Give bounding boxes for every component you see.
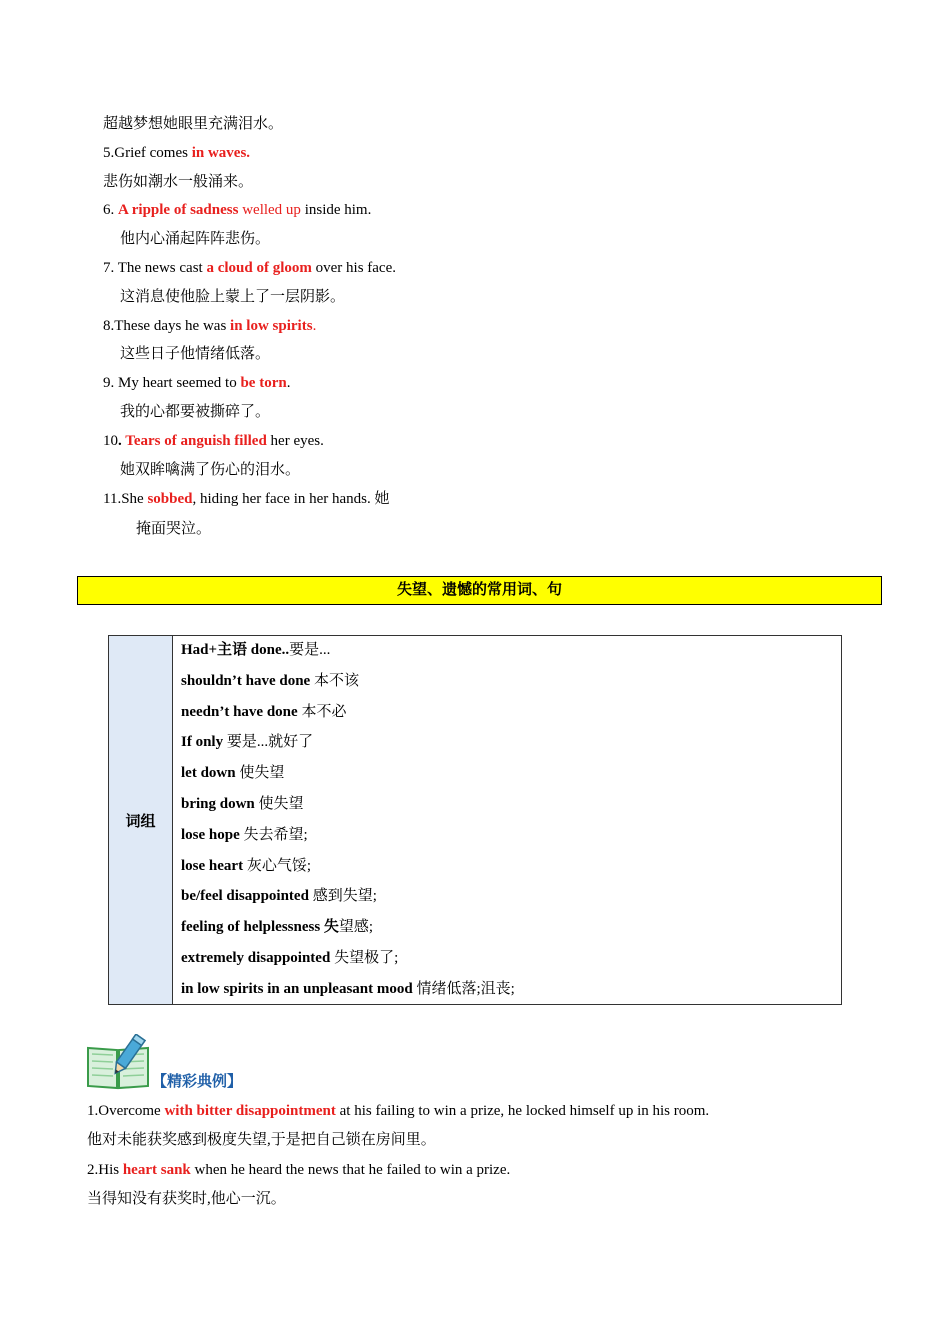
section-banner: 失望、遗憾的常用词、句 bbox=[77, 576, 882, 605]
vocab-meaning: 本不必 bbox=[297, 703, 347, 720]
vocab-phrase: feeling of helplessness 失 bbox=[181, 919, 339, 936]
example-10 bbox=[103, 431, 324, 451]
vocab-meaning: 失去希望; bbox=[239, 826, 308, 843]
example-text: 5.Grief comes bbox=[103, 145, 192, 161]
vocab-meaning: 要是... bbox=[289, 642, 331, 658]
highlight-punct: . bbox=[312, 318, 317, 334]
translation-7: 这消息使他脸上蒙上了一层阴影。 bbox=[120, 289, 346, 305]
vocab-phrase: extremely disappointed bbox=[181, 949, 331, 966]
vocab-phrase: Had+主语 done.. bbox=[181, 642, 290, 658]
vocab-row bbox=[181, 854, 841, 885]
vocab-meaning: 使失望 bbox=[254, 795, 304, 812]
highlight-phrase: heart sank bbox=[122, 1162, 191, 1178]
vocab-phrase: bring down bbox=[181, 795, 255, 812]
vocab-phrase: lose hope bbox=[181, 826, 240, 843]
vocab-meaning: 望感; bbox=[338, 919, 374, 936]
vocab-meaning: 感到失望; bbox=[308, 888, 377, 905]
example-5 bbox=[103, 143, 250, 163]
featured-example-1 bbox=[87, 1101, 709, 1121]
example-text: over his face. bbox=[311, 260, 397, 276]
vocab-meaning: 要是...就好了 bbox=[223, 734, 314, 751]
featured-example-2 bbox=[87, 1160, 510, 1180]
example-text: , hiding her face in her hands. 她 bbox=[192, 491, 390, 507]
example-text: 2.His bbox=[87, 1162, 123, 1178]
vocab-phrase: needn’t have done bbox=[181, 703, 298, 720]
vocab-phrase: If only bbox=[181, 734, 224, 751]
vocab-phrase: lose heart bbox=[181, 857, 244, 874]
example-8 bbox=[103, 316, 316, 336]
example-dot: . bbox=[118, 433, 122, 449]
translation-line: 超越梦想她眼里充满泪水。 bbox=[103, 116, 284, 132]
highlight-phrase-light: welled up bbox=[238, 202, 301, 218]
highlight-phrase: a cloud of gloom bbox=[206, 260, 312, 276]
example-number: 6. bbox=[103, 202, 118, 218]
vocab-row bbox=[181, 884, 841, 915]
example-text: 7. The news cast bbox=[103, 260, 207, 276]
translation-9: 我的心都要被撕碎了。 bbox=[120, 404, 271, 420]
example-text: her eyes. bbox=[266, 433, 324, 449]
vocab-phrase: be/feel disappointed bbox=[181, 888, 309, 905]
featured-examples-label: 【精彩典例】 bbox=[152, 1074, 243, 1090]
vocab-row bbox=[181, 915, 841, 946]
example-11 bbox=[103, 489, 390, 509]
vocab-list bbox=[173, 636, 841, 1004]
featured-translation-1: 他对未能获奖感到极度失望,于是把自己锁在房间里。 bbox=[87, 1132, 436, 1148]
vocab-row bbox=[181, 730, 841, 761]
vocab-row bbox=[181, 946, 841, 977]
translation-6: 他内心涌起阵阵悲伤。 bbox=[120, 231, 271, 247]
highlight-phrase: A ripple of sadness bbox=[118, 202, 239, 218]
highlight-phrase: sobbed bbox=[147, 491, 193, 507]
example-text: . bbox=[286, 375, 291, 391]
vocab-phrase: shouldn’t have done bbox=[181, 672, 311, 689]
example-number: 10 bbox=[103, 433, 118, 449]
highlight-phrase: Tears of anguish filled bbox=[121, 433, 267, 449]
translation-11: 掩面哭泣。 bbox=[136, 521, 212, 537]
highlight-phrase: with bitter disappointment bbox=[164, 1103, 336, 1119]
highlight-phrase: be torn bbox=[240, 375, 287, 391]
translation-8: 这些日子他情绪低落。 bbox=[120, 346, 271, 362]
example-7 bbox=[103, 258, 396, 278]
vocab-meaning: 本不该 bbox=[310, 672, 359, 689]
example-text: 1.Overcome bbox=[87, 1103, 165, 1119]
vocab-category: 词组 bbox=[109, 636, 173, 1004]
translation-5: 悲伤如潮水一般涌来。 bbox=[103, 174, 254, 190]
example-6 bbox=[103, 200, 371, 220]
featured-translation-2: 当得知没有获奖时,他心一沉。 bbox=[87, 1191, 286, 1207]
vocab-row bbox=[181, 669, 841, 700]
vocab-meaning: 灰心气馁; bbox=[243, 857, 311, 874]
vocab-row bbox=[181, 761, 841, 792]
example-text: inside him. bbox=[300, 202, 372, 218]
vocab-row bbox=[181, 792, 841, 823]
vocab-row bbox=[181, 700, 841, 731]
example-text: 8.These days he was bbox=[103, 318, 231, 334]
example-text: at his failing to win a prize, he locked himself up in his room. bbox=[335, 1103, 710, 1119]
vocab-table bbox=[108, 635, 842, 1005]
highlight-phrase: in low spirits bbox=[230, 318, 313, 334]
book-pencil-icon bbox=[86, 1034, 150, 1090]
vocab-meaning: 情绪低落;沮丧; bbox=[412, 980, 515, 997]
vocab-phrase: in low spirits in an unpleasant mood bbox=[181, 980, 413, 997]
highlight-phrase: in waves. bbox=[191, 145, 251, 161]
translation-10: 她双眸噙满了伤心的泪水。 bbox=[120, 462, 301, 478]
vocab-meaning: 使失望 bbox=[235, 765, 285, 782]
example-text: 9. My heart seemed to bbox=[103, 375, 241, 391]
example-text: when he heard the news that he failed to win a prize. bbox=[190, 1162, 511, 1178]
vocab-meaning: 失望极了; bbox=[330, 949, 399, 966]
vocab-phrase: let down bbox=[181, 765, 236, 782]
vocab-row bbox=[181, 638, 841, 669]
example-9 bbox=[103, 373, 290, 393]
example-text: 11.She bbox=[103, 491, 148, 507]
vocab-row bbox=[181, 977, 841, 1008]
vocab-row bbox=[181, 823, 841, 854]
